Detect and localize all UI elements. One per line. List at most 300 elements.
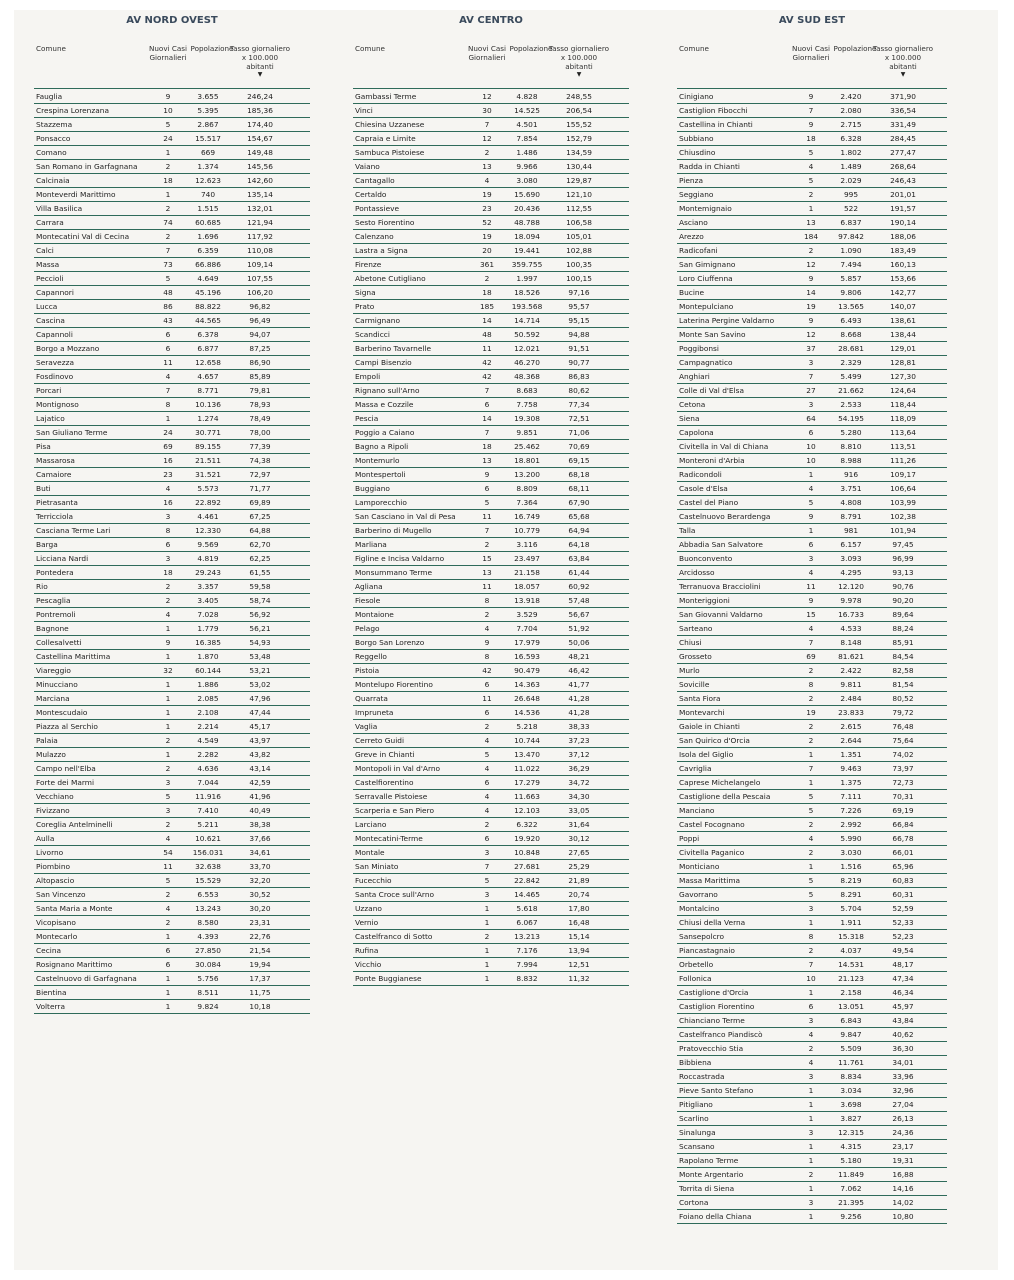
cell-tasso: 34,61 (249, 848, 271, 857)
cell-comune: Volterra (36, 1002, 65, 1011)
table-row (34, 90, 310, 104)
table-row (677, 1028, 947, 1042)
cell-nuovi-casi: 6 (808, 428, 814, 437)
table-row (34, 804, 310, 818)
cell-nuovi-casi: 3 (808, 554, 814, 563)
cell-tasso: 56,92 (249, 610, 271, 619)
cell-nuovi-casi: 1 (808, 204, 814, 213)
table-row (34, 524, 310, 538)
cell-nuovi-casi: 11 (163, 358, 173, 367)
cell-tasso: 190,14 (890, 218, 916, 227)
cell-tasso: 90,77 (568, 358, 590, 367)
cell-nuovi-casi: 2 (808, 190, 814, 199)
cell-popolazione: 995 (843, 190, 859, 199)
cell-tasso: 100,15 (566, 274, 592, 283)
cell-tasso: 94,07 (249, 330, 271, 339)
cell-popolazione: 11.761 (838, 1058, 864, 1067)
header-divider (353, 88, 629, 89)
cell-popolazione: 2.282 (197, 750, 219, 759)
cell-nuovi-casi: 1 (808, 1156, 814, 1165)
cell-comune: Calci (36, 246, 54, 255)
cell-tasso: 97,45 (892, 540, 914, 549)
cell-popolazione: 9.463 (840, 764, 862, 773)
cell-tasso: 61,44 (568, 568, 590, 577)
table-row (353, 748, 629, 762)
table-row (677, 482, 947, 496)
header-comune[interactable]: Comune (355, 44, 385, 53)
cell-popolazione: 18.094 (514, 232, 540, 241)
cell-popolazione: 60.685 (195, 218, 221, 227)
cell-popolazione: 1.870 (197, 652, 219, 661)
cell-tasso: 68,11 (568, 484, 590, 493)
cell-tasso: 47,44 (249, 708, 271, 717)
cell-popolazione: 9.811 (840, 680, 862, 689)
cell-nuovi-casi: 4 (808, 1058, 814, 1067)
cell-tasso: 27,65 (568, 848, 590, 857)
cell-popolazione: 14.363 (514, 680, 540, 689)
cell-comune: Fucecchio (355, 876, 392, 885)
header-tasso[interactable] (547, 44, 611, 79)
cell-comune: San Quirico d'Orcia (679, 736, 750, 745)
cell-nuovi-casi: 2 (808, 1044, 814, 1053)
cell-popolazione: 5.499 (840, 372, 862, 381)
table-row (34, 622, 310, 636)
cell-comune: Montevarchi (679, 708, 725, 717)
cell-comune: Castiglione della Pescaia (679, 792, 771, 801)
cell-comune: Rignano sull'Arno (355, 386, 420, 395)
cell-nuovi-casi: 2 (165, 204, 171, 213)
table-row (34, 188, 310, 202)
cell-nuovi-casi: 16 (163, 498, 173, 507)
table-row (677, 692, 947, 706)
cell-tasso: 268,64 (890, 162, 916, 171)
table-row (353, 146, 629, 160)
cell-nuovi-casi: 1 (808, 988, 814, 997)
cell-nuovi-casi: 6 (484, 484, 490, 493)
cell-popolazione: 1.274 (197, 414, 219, 423)
table-row (353, 846, 629, 860)
cell-comune: Radicofani (679, 246, 718, 255)
cell-popolazione: 3.698 (840, 1100, 862, 1109)
header-popolazione[interactable]: Popolazione (190, 44, 234, 53)
table-row (34, 1000, 310, 1014)
cell-comune: Cavriglia (679, 764, 712, 773)
cell-tasso: 17,37 (249, 974, 271, 983)
cell-nuovi-casi: 7 (484, 428, 490, 437)
cell-comune: Buti (36, 484, 51, 493)
cell-popolazione: 50.592 (514, 330, 540, 339)
cell-popolazione: 8.834 (840, 1072, 862, 1081)
table-row (353, 118, 629, 132)
cell-tasso: 30,52 (249, 890, 271, 899)
cell-nuovi-casi: 52 (482, 218, 492, 227)
cell-comune: Reggello (355, 652, 387, 661)
cell-tasso: 72,73 (892, 778, 914, 787)
cell-tasso: 74,02 (892, 750, 914, 759)
cell-comune: Buggiano (355, 484, 390, 493)
cell-popolazione: 90.479 (514, 666, 540, 675)
cell-popolazione: 8.810 (840, 442, 862, 451)
cell-popolazione: 2.422 (840, 666, 862, 675)
cell-nuovi-casi: 7 (808, 638, 814, 647)
cell-comune: Palaia (36, 736, 58, 745)
cell-nuovi-casi: 3 (484, 890, 490, 899)
cell-popolazione: 3.751 (840, 484, 862, 493)
cell-comune: Carmignano (355, 316, 400, 325)
cell-tasso: 34,01 (892, 1058, 914, 1067)
cell-tasso: 19,94 (249, 960, 271, 969)
cell-tasso: 106,64 (890, 484, 916, 493)
table-row (34, 636, 310, 650)
cell-popolazione: 13.565 (838, 302, 864, 311)
table-row (353, 272, 629, 286)
cell-comune: Cecina (36, 946, 62, 955)
cell-nuovi-casi: 16 (163, 456, 173, 465)
cell-popolazione: 3.655 (197, 92, 219, 101)
cell-nuovi-casi: 7 (484, 386, 490, 395)
cell-tasso: 24,36 (892, 1128, 914, 1137)
cell-popolazione: 3.093 (840, 554, 862, 563)
cell-tasso: 11,75 (249, 988, 271, 997)
table-row (353, 706, 629, 720)
table-row (677, 706, 947, 720)
cell-nuovi-casi: 2 (484, 274, 490, 283)
cell-popolazione: 10.136 (195, 400, 221, 409)
cell-popolazione: 1.696 (197, 232, 219, 241)
cell-tasso: 110,08 (247, 246, 273, 255)
cell-nuovi-casi: 18 (806, 134, 816, 143)
table-row (677, 664, 947, 678)
cell-nuovi-casi: 2 (484, 820, 490, 829)
cell-popolazione: 27.850 (195, 946, 221, 955)
cell-comune: Buonconvento (679, 554, 733, 563)
cell-tasso: 88,24 (892, 624, 914, 633)
cell-popolazione: 19.920 (514, 834, 540, 843)
cell-nuovi-casi: 1 (808, 918, 814, 927)
cell-comune: Loro Ciuffenna (679, 274, 733, 283)
cell-popolazione: 9.824 (197, 1002, 219, 1011)
cell-comune: Vicchio (355, 960, 382, 969)
cell-nuovi-casi: 4 (165, 610, 171, 619)
cell-nuovi-casi: 1 (165, 652, 171, 661)
cell-popolazione: 18.526 (514, 288, 540, 297)
cell-nuovi-casi: 4 (484, 624, 490, 633)
cell-popolazione: 8.580 (197, 918, 219, 927)
cell-tasso: 60,31 (892, 890, 914, 899)
cell-comune: Carrara (36, 218, 64, 227)
sort-descending-icon[interactable]: ▼ (576, 71, 582, 78)
table-row (677, 846, 947, 860)
cell-comune: Aulla (36, 834, 55, 843)
table-row (677, 454, 947, 468)
cell-tasso: 96,99 (892, 554, 914, 563)
cell-comune: Minucciano (36, 680, 78, 689)
cell-comune: Talla (679, 526, 696, 535)
table-row (34, 482, 310, 496)
cell-nuovi-casi: 3 (808, 400, 814, 409)
cell-comune: Seggiano (679, 190, 714, 199)
cell-comune: Isola del Giglio (679, 750, 734, 759)
cell-tasso: 80,62 (568, 386, 590, 395)
table-row (353, 538, 629, 552)
table-row (353, 356, 629, 370)
cell-popolazione: 21.662 (838, 386, 864, 395)
cell-popolazione: 4.501 (516, 120, 538, 129)
cell-popolazione: 18.801 (514, 456, 540, 465)
table-row (353, 594, 629, 608)
cell-tasso: 142,77 (890, 288, 916, 297)
cell-nuovi-casi: 6 (165, 946, 171, 955)
cell-comune: Santa Fiora (679, 694, 721, 703)
cell-nuovi-casi: 5 (165, 876, 171, 885)
cell-comune: Coreglia Antelminelli (36, 820, 113, 829)
table-row (34, 762, 310, 776)
cell-tasso: 34,72 (568, 778, 590, 787)
table-row (353, 580, 629, 594)
cell-comune: Pieve Santo Stefano (679, 1086, 754, 1095)
cell-popolazione: 13.918 (514, 596, 540, 605)
cell-nuovi-casi: 9 (808, 316, 814, 325)
table-row (34, 720, 310, 734)
table-row (677, 986, 947, 1000)
table-row (34, 594, 310, 608)
cell-popolazione: 12.658 (195, 358, 221, 367)
table-row (353, 524, 629, 538)
cell-nuovi-casi: 42 (482, 666, 492, 675)
cell-comune: Quarrata (355, 694, 388, 703)
cell-popolazione: 4.315 (840, 1142, 862, 1151)
cell-comune: Capolona (679, 428, 714, 437)
header-tasso[interactable] (871, 44, 935, 79)
header-comune[interactable]: Comune (36, 44, 66, 53)
cell-tasso: 145,56 (247, 162, 273, 171)
cell-tasso: 38,33 (568, 722, 590, 731)
cell-tasso: 66,84 (892, 820, 914, 829)
cell-popolazione: 5.704 (840, 904, 862, 913)
cell-tasso: 109,17 (890, 470, 916, 479)
cell-tasso: 160,13 (890, 260, 916, 269)
table-row (353, 300, 629, 314)
table-row (353, 566, 629, 580)
cell-nuovi-casi: 1 (808, 1100, 814, 1109)
table-row (34, 272, 310, 286)
cell-comune: Orbetello (679, 960, 714, 969)
cell-comune: Villa Basilica (36, 204, 83, 213)
table-row (677, 1000, 947, 1014)
cell-comune: Poggio a Caiano (355, 428, 415, 437)
cell-nuovi-casi: 24 (163, 428, 173, 437)
header-nuovi-casi[interactable]: Nuovi Casi Giornalieri (148, 44, 188, 62)
cell-nuovi-casi: 14 (482, 414, 492, 423)
cell-comune: Calenzano (355, 232, 394, 241)
cell-nuovi-casi: 5 (165, 792, 171, 801)
cell-nuovi-casi: 1 (808, 1212, 814, 1221)
header-popolazione[interactable]: Popolazione (833, 44, 877, 53)
cell-comune: Bagnone (36, 624, 69, 633)
header-tasso[interactable] (228, 44, 292, 79)
table-row (34, 734, 310, 748)
cell-tasso: 64,18 (568, 540, 590, 549)
cell-popolazione: 11.916 (195, 792, 221, 801)
header-nuovi-casi[interactable]: Nuovi Casi Giornalieri (467, 44, 507, 62)
cell-nuovi-casi: 9 (808, 596, 814, 605)
table-body (677, 90, 947, 1224)
cell-nuovi-casi: 1 (165, 680, 171, 689)
cell-nuovi-casi: 15 (806, 610, 816, 619)
cell-tasso: 52,33 (892, 918, 914, 927)
cell-popolazione: 8.511 (197, 988, 219, 997)
cell-popolazione: 13.051 (838, 1002, 864, 1011)
cell-popolazione: 21.123 (838, 974, 864, 983)
cell-tasso: 74,38 (249, 456, 271, 465)
cell-popolazione: 6.359 (197, 246, 219, 255)
cell-tasso: 23,31 (249, 918, 271, 927)
table-row (677, 202, 947, 216)
cell-comune: Poppi (679, 834, 700, 843)
table-row (34, 230, 310, 244)
cell-comune: Fauglia (36, 92, 63, 101)
cell-popolazione: 18.057 (514, 582, 540, 591)
cell-comune: Lucca (36, 302, 58, 311)
cell-popolazione: 7.028 (197, 610, 219, 619)
cell-tasso: 138,61 (890, 316, 916, 325)
cell-popolazione: 8.809 (516, 484, 538, 493)
cell-tasso: 71,77 (249, 484, 271, 493)
cell-popolazione: 17.279 (514, 778, 540, 787)
cell-nuovi-casi: 5 (484, 876, 490, 885)
cell-tasso: 48,21 (568, 652, 590, 661)
cell-popolazione: 5.180 (840, 1156, 862, 1165)
table-row (34, 426, 310, 440)
table-row (677, 160, 947, 174)
table-row (34, 118, 310, 132)
cell-comune: Sansepolcro (679, 932, 725, 941)
cell-popolazione: 156.031 (192, 848, 224, 857)
cell-tasso: 54,93 (249, 638, 271, 647)
cell-comune: Pontassieve (355, 204, 400, 213)
cell-popolazione: 916 (843, 470, 859, 479)
cell-nuovi-casi: 3 (808, 1128, 814, 1137)
table-row (353, 132, 629, 146)
cell-nuovi-casi: 1 (808, 526, 814, 535)
cell-comune: Siena (679, 414, 700, 423)
cell-tasso: 36,30 (892, 1044, 914, 1053)
cell-tasso: 127,30 (890, 372, 916, 381)
table-row (353, 188, 629, 202)
cell-comune: Scandicci (355, 330, 390, 339)
cell-tasso: 64,88 (249, 526, 271, 535)
cell-nuovi-casi: 64 (806, 414, 816, 423)
cell-tasso: 191,57 (890, 204, 916, 213)
section-title: AV CENTRO (459, 15, 523, 26)
cell-popolazione: 15.517 (195, 134, 221, 143)
tables-panel (14, 10, 998, 1270)
cell-popolazione: 11.663 (514, 792, 540, 801)
sort-descending-icon[interactable]: ▼ (257, 71, 263, 78)
cell-nuovi-casi: 1 (165, 722, 171, 731)
header-tasso-label: Tasso giornaliero x 100.000 abitanti (872, 44, 934, 71)
cell-tasso: 118,09 (890, 414, 916, 423)
cell-nuovi-casi: 8 (165, 400, 171, 409)
cell-tasso: 63,84 (568, 554, 590, 563)
cell-nuovi-casi: 1 (484, 918, 490, 927)
cell-nuovi-casi: 69 (163, 442, 173, 451)
cell-popolazione: 21.395 (838, 1198, 864, 1207)
cell-popolazione: 60.144 (195, 666, 221, 675)
cell-popolazione: 9.806 (840, 288, 862, 297)
cell-nuovi-casi: 4 (484, 792, 490, 801)
cell-popolazione: 15.529 (195, 876, 221, 885)
cell-nuovi-casi: 86 (163, 302, 173, 311)
cell-comune: Scarlino (679, 1114, 709, 1123)
cell-comune: Calcinaia (36, 176, 70, 185)
cell-nuovi-casi: 4 (165, 904, 171, 913)
cell-comune: Montopoli in Val d'Arno (355, 764, 441, 773)
cell-popolazione: 10.621 (195, 834, 221, 843)
header-nuovi-casi[interactable]: Nuovi Casi Giornalieri (791, 44, 831, 62)
cell-popolazione: 5.509 (840, 1044, 862, 1053)
cell-comune: Barga (36, 540, 58, 549)
cell-nuovi-casi: 5 (808, 876, 814, 885)
cell-popolazione: 23.833 (838, 708, 864, 717)
table-row (353, 692, 629, 706)
cell-nuovi-casi: 3 (165, 512, 171, 521)
cell-comune: Vecchiano (36, 792, 74, 801)
cell-comune: Castelfiorentino (355, 778, 414, 787)
cell-tasso: 129,87 (566, 176, 592, 185)
table-row (677, 1112, 947, 1126)
cell-popolazione: 1.374 (197, 162, 219, 171)
cell-popolazione: 12.623 (195, 176, 221, 185)
cell-popolazione: 14.531 (838, 960, 864, 969)
cell-comune: Montaione (355, 610, 394, 619)
sort-descending-icon[interactable]: ▼ (900, 71, 906, 78)
cell-nuovi-casi: 4 (808, 484, 814, 493)
cell-nuovi-casi: 8 (808, 680, 814, 689)
cell-tasso: 53,21 (249, 666, 271, 675)
cell-tasso: 46,34 (892, 988, 914, 997)
cell-nuovi-casi: 8 (484, 596, 490, 605)
cell-tasso: 185,36 (247, 106, 273, 115)
table-row (677, 398, 947, 412)
cell-tasso: 38,38 (249, 820, 271, 829)
cell-comune: Follonica (679, 974, 712, 983)
table-row (353, 202, 629, 216)
cell-tasso: 58,74 (249, 596, 271, 605)
cell-nuovi-casi: 1 (484, 974, 490, 983)
header-comune[interactable]: Comune (679, 44, 709, 53)
cell-tasso: 81,54 (892, 680, 914, 689)
cell-nuovi-casi: 1 (808, 1184, 814, 1193)
cell-nuovi-casi: 9 (484, 470, 490, 479)
table-row (353, 678, 629, 692)
table-header (34, 44, 310, 88)
cell-nuovi-casi: 1 (808, 1114, 814, 1123)
cell-comune: Roccastrada (679, 1072, 725, 1081)
table-row (677, 566, 947, 580)
cell-nuovi-casi: 11 (482, 582, 492, 591)
table-row (677, 1042, 947, 1056)
cell-popolazione: 1.779 (197, 624, 219, 633)
table-row (353, 916, 629, 930)
header-popolazione[interactable]: Popolazione (509, 44, 553, 53)
table-row (353, 496, 629, 510)
cell-comune: Chiusi (679, 638, 702, 647)
cell-tasso: 106,20 (247, 288, 273, 297)
cell-tasso: 134,59 (566, 148, 592, 157)
cell-popolazione: 7.176 (516, 946, 538, 955)
cell-tasso: 21,54 (249, 946, 271, 955)
